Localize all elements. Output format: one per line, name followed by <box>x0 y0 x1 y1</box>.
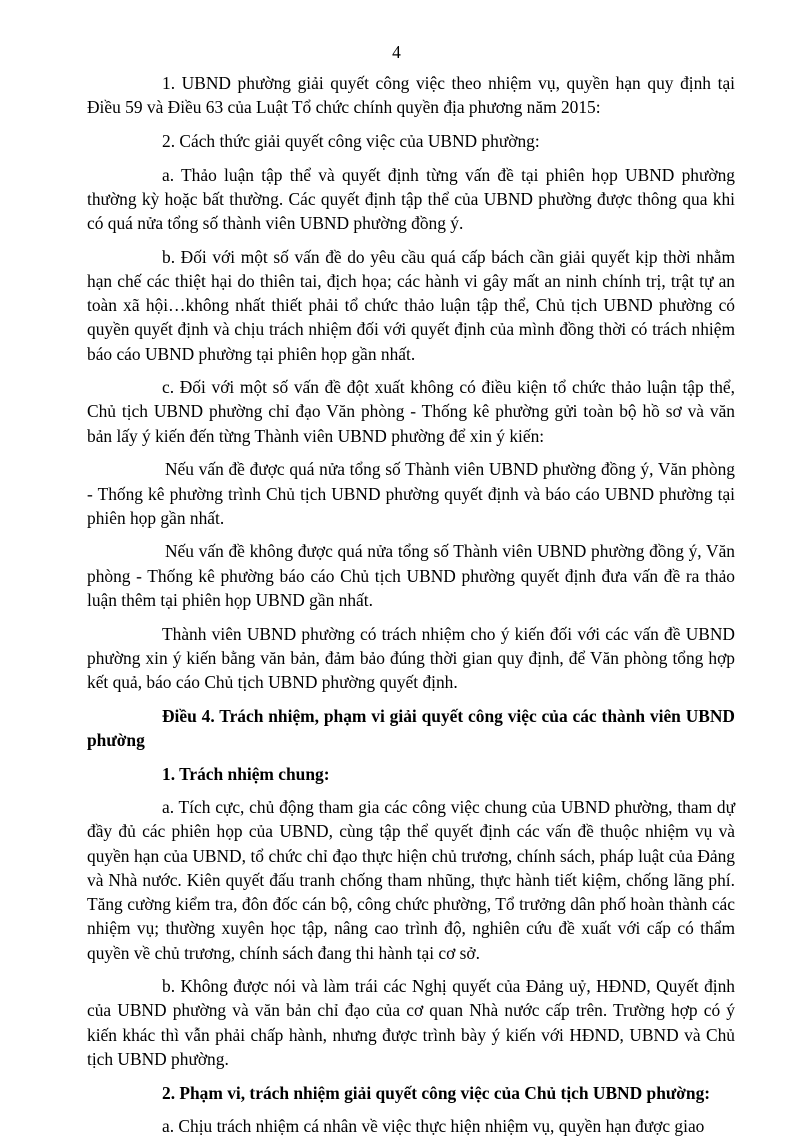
document-body <box>87 71 735 1148</box>
paragraph-2: 2. Cách thức giải quyết công việc của UBND phường: <box>162 130 540 151</box>
paragraph-10: b. Không được nói và làm trái các Nghị quyết của Đảng uỷ, HĐND, Quyết định của UBND phường và văn bản chỉ đạo của cơ quan Nhà nước cấp trên. Trường hợp có ý kiến khác thì vẫn phải chấp hành, nhưng được trình bày ý kiến với HĐND, UBND và Chủ tịch UBND phường. <box>87 976 735 1069</box>
page-number: 4 <box>392 42 401 62</box>
section-2-heading: 2. Phạm vi, trách nhiệm giải quyết công việc của Chủ tịch UBND phường: <box>162 1082 711 1103</box>
article-4-heading: Điều 4. Trách nhiệm, phạm vi giải quyết công việc của các thành viên UBND phường <box>87 705 735 750</box>
paragraph-3: a. Thảo luận tập thể và quyết định từng vấn đề tại phiên họp UBND phường thường kỳ hoặc bất thường. Các quyết định tập thể của UBND phường được thông qua khi có quá nửa tổng số thành viên UBND phường đồng ý. <box>87 164 735 234</box>
paragraph-7: Nếu vấn đề không được quá nửa tổng số Thành viên UBND phường đồng ý, Văn phòng - Thống kê phường báo cáo Chủ tịch UBND phường quyết định đưa vấn đề ra thảo luận thêm tại phiên họp UBND gần nhất. <box>87 541 735 610</box>
paragraph-6: Nếu vấn đề được quá nửa tổng số Thành viên UBND phường đồng ý, Văn phòng - Thống kê phường trình Chủ tịch UBND phường quyết định và báo cáo UBND phường tại phiên họp gần nhất. <box>87 459 735 528</box>
paragraph-11: a. Chịu trách nhiệm cá nhân về việc thực hiện nhiệm vụ, quyền hạn được giao <box>162 1116 705 1137</box>
section-1-heading: 1. Trách nhiệm chung: <box>162 763 330 784</box>
paragraph-4: b. Đối với một số vấn đề do yêu cầu quá cấp bách cần giải quyết kịp thời nhằm hạn chế các thiệt hại do thiên tai, địch họa; các hành vi gây mất an ninh chính trị, trật tự an toàn xã hội…không nhất thiết phải tổ chức thảo luận tập thể, Chủ tịch UBND phường có quyền quyết định và chịu trách nhiệm đối với quyết định của mình đồng thời có trách nhiệm báo cáo UBND phường tại phiên họp gần nhất. <box>87 246 735 364</box>
paragraph-8: Thành viên UBND phường có trách nhiệm cho ý kiến đối với các vấn đề UBND phường xin ý kiến bằng văn bản, đảm bảo đúng thời gian quy định, để Văn phòng tổng hợp kết quả, báo cáo Chủ tịch UBND phường quyết định. <box>87 623 735 692</box>
paragraph-5: c. Đối với một số vấn đề đột xuất không có điều kiện tổ chức thảo luận tập thể, Chủ tịch UBND phường chỉ đạo Văn phòng - Thống kê phường gửi toàn bộ hồ sơ và văn bản lấy ý kiến đến từng Thành viên UBND phường để xin ý kiến: <box>87 377 735 446</box>
paragraph-9: a. Tích cực, chủ động tham gia các công việc chung của UBND phường, tham dự đầy đủ các phiên họp của UBND, cùng tập thể quyết định các vấn đề thuộc nhiệm vụ và quyền hạn của UBND, tổ chức chỉ đạo thực hiện chủ trương, chính sách, pháp luật của Đảng và Nhà nước. Kiên quyết đấu tranh chống tham nhũng, thực hành tiết kiệm, chống lãng phí. Tăng cường kiểm tra, đôn đốc cán bộ, công chức phường, Tổ trưởng dân phố hoàn thành các nhiệm vụ; thường xuyên học tập, nâng cao trình độ, nghiên cứu đề xuất với cấp có thẩm quyền về chủ trương, chính sách đang thi hành tại cơ sở. <box>87 797 735 963</box>
paragraph-1: 1. UBND phường giải quyết công việc theo nhiệm vụ, quyền hạn quy định tại Điều 59 và Điều 63 của Luật Tổ chức chính quyền địa phương năm 2015: <box>87 73 735 118</box>
